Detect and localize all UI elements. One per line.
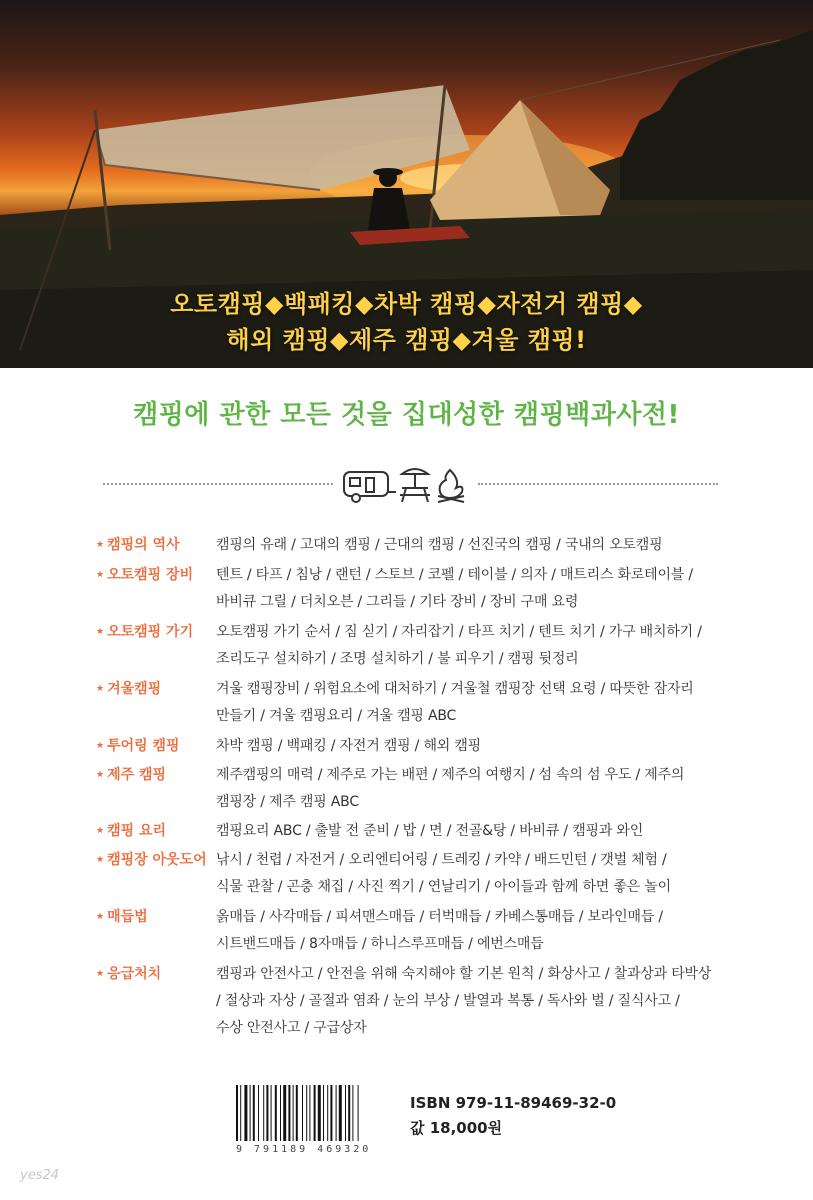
barcode-bar: [327, 1085, 328, 1141]
barcode-bar: [336, 1085, 337, 1141]
barcode-bar: [339, 1085, 342, 1141]
toc-line: 옭매듭 / 사각매듭 / 피셔맨스매듭 / 터벅매듭 / 카베스통매듭 / 보라인매듭 /: [216, 909, 663, 925]
toc-line: 캠핑의 유래 / 고대의 캠핑 / 근대의 캠핑 / 선진국의 캠핑 / 국내의 오토캠핑: [216, 537, 663, 553]
headline: 캠핑에 관한 모든 것을 집대성한 캠핑백과사전!: [133, 400, 680, 430]
hero-line-2: 해외 캠핑◆제주 캠핑◆겨울 캠핑!: [226, 326, 587, 354]
toc-category: ★ 응급처치: [96, 966, 162, 982]
toc-category: ★ 캠핑 요리: [96, 823, 167, 839]
toc-category: ★ 매듭법: [96, 909, 148, 925]
barcode-bar: [302, 1085, 303, 1141]
toc-line: 겨울 캠핑장비 / 위험요소에 대처하기 / 겨울철 캠핑장 선택 요령 / 따뜻한 잠자리: [216, 681, 694, 697]
barcode-bar: [314, 1085, 316, 1141]
barcode-bar: [296, 1085, 298, 1141]
toc-line: 캠핑과 안전사고 / 안전을 위해 숙지해야 할 기본 원칙 / 화상사고 / 찰과상과 타박상: [216, 966, 712, 982]
toc-line: 차박 캠핑 / 백패킹 / 자전거 캠핑 / 해외 캠핑: [216, 738, 481, 754]
toc-line: 수상 안전사고 / 구급상자: [216, 1020, 367, 1036]
barcode-bar: [244, 1085, 247, 1141]
barcode-bar: [283, 1085, 286, 1141]
hero-line-1: 오토캠핑◆백패킹◆차박 캠핑◆자전거 캠핑◆: [170, 290, 643, 318]
barcode-bar: [275, 1085, 277, 1141]
toc-line: 바비큐 그릴 / 더치오븐 / 그리들 / 기타 장비 / 장비 구매 요령: [216, 594, 579, 610]
barcode-bar: [323, 1085, 324, 1141]
barcode-bar: [271, 1085, 272, 1141]
barcode-bar: [263, 1085, 264, 1141]
barcode-bar: [280, 1085, 281, 1141]
watermark-logo: yes24: [20, 1168, 60, 1183]
barcode-bar: [266, 1085, 268, 1141]
toc-category: ★ 캠핑의 역사: [96, 537, 180, 553]
barcode-bar: [288, 1085, 290, 1141]
barcode-bar: [358, 1085, 359, 1141]
barcode-bar: [250, 1085, 251, 1141]
barcode-number: 9 791189 469320: [236, 1144, 372, 1155]
toc-line: 만들기 / 겨울 캠핑요리 / 겨울 캠핑 ABC: [216, 708, 457, 724]
barcode-bar: [318, 1085, 321, 1141]
toc-line: 시트밴드매듭 / 8자매듭 / 하니스루프매듭 / 에번스매듭: [216, 936, 544, 952]
barcode-bar: [352, 1085, 353, 1141]
toc-line: 식물 관찰 / 곤충 채집 / 사진 찍기 / 연날리기 / 아이들과 함께 하면 좋은 놀이: [216, 879, 671, 895]
toc-line: 캠핑장 / 제주 캠핑 ABC: [216, 794, 359, 810]
toc-line: 낚시 / 천렵 / 자전거 / 오리엔티어링 / 트레킹 / 카약 / 배드민턴 / 갯벌 체험 /: [216, 852, 667, 868]
toc-line: / 절상과 자상 / 골절과 염좌 / 눈의 부상 / 발열과 복통 / 독사와 벌 / 질식사고 /: [216, 993, 680, 1009]
isbn: ISBN 979-11-89469-32-0: [410, 1094, 617, 1112]
toc-line: 캠핑요리 ABC / 출발 전 준비 / 밥 / 면 / 전골&탕 / 바비큐 / 캠핑과 와인: [216, 823, 644, 839]
toc-line: 제주캠핑의 매력 / 제주로 가는 배편 / 제주의 여행지 / 섬 속의 섬 우도 / 제주의: [216, 767, 685, 783]
toc-category: ★ 겨울캠핑: [96, 681, 162, 697]
barcode-bar: [253, 1085, 255, 1141]
barcode: [234, 1085, 394, 1143]
toc-category: ★ 제주 캠핑: [96, 767, 167, 783]
barcode-bar: [236, 1085, 238, 1141]
price: 값 18,000원: [410, 1119, 503, 1137]
barcode-bar: [348, 1085, 350, 1141]
toc-category: ★ 투어링 캠핑: [96, 738, 180, 754]
barcode-bar: [309, 1085, 310, 1141]
toc-category: ★ 캠핑장 아웃도어: [96, 852, 207, 868]
barcode-bar: [240, 1085, 241, 1141]
barcode-bar: [306, 1085, 307, 1141]
toc-line: 조리도구 설치하기 / 조명 설치하기 / 불 피우기 / 캠핑 뒷정리: [216, 651, 579, 667]
barcode-bar: [345, 1085, 346, 1141]
barcode-bar: [330, 1085, 332, 1141]
barcode-bar: [258, 1085, 259, 1141]
toc-category: ★ 오토캠핑 장비: [96, 567, 194, 583]
barcode-bar: [293, 1085, 294, 1141]
toc-category: ★ 오토캠핑 가기: [96, 624, 194, 640]
toc-line: 오토캠핑 가기 순서 / 짐 싣기 / 자리잡기 / 타프 치기 / 텐트 치기 / 가구 배치하기 /: [216, 624, 702, 640]
toc-line: 텐트 / 타프 / 침낭 / 랜턴 / 스토브 / 코펠 / 테이블 / 의자 / 매트리스 화로테이블 /: [216, 567, 693, 583]
